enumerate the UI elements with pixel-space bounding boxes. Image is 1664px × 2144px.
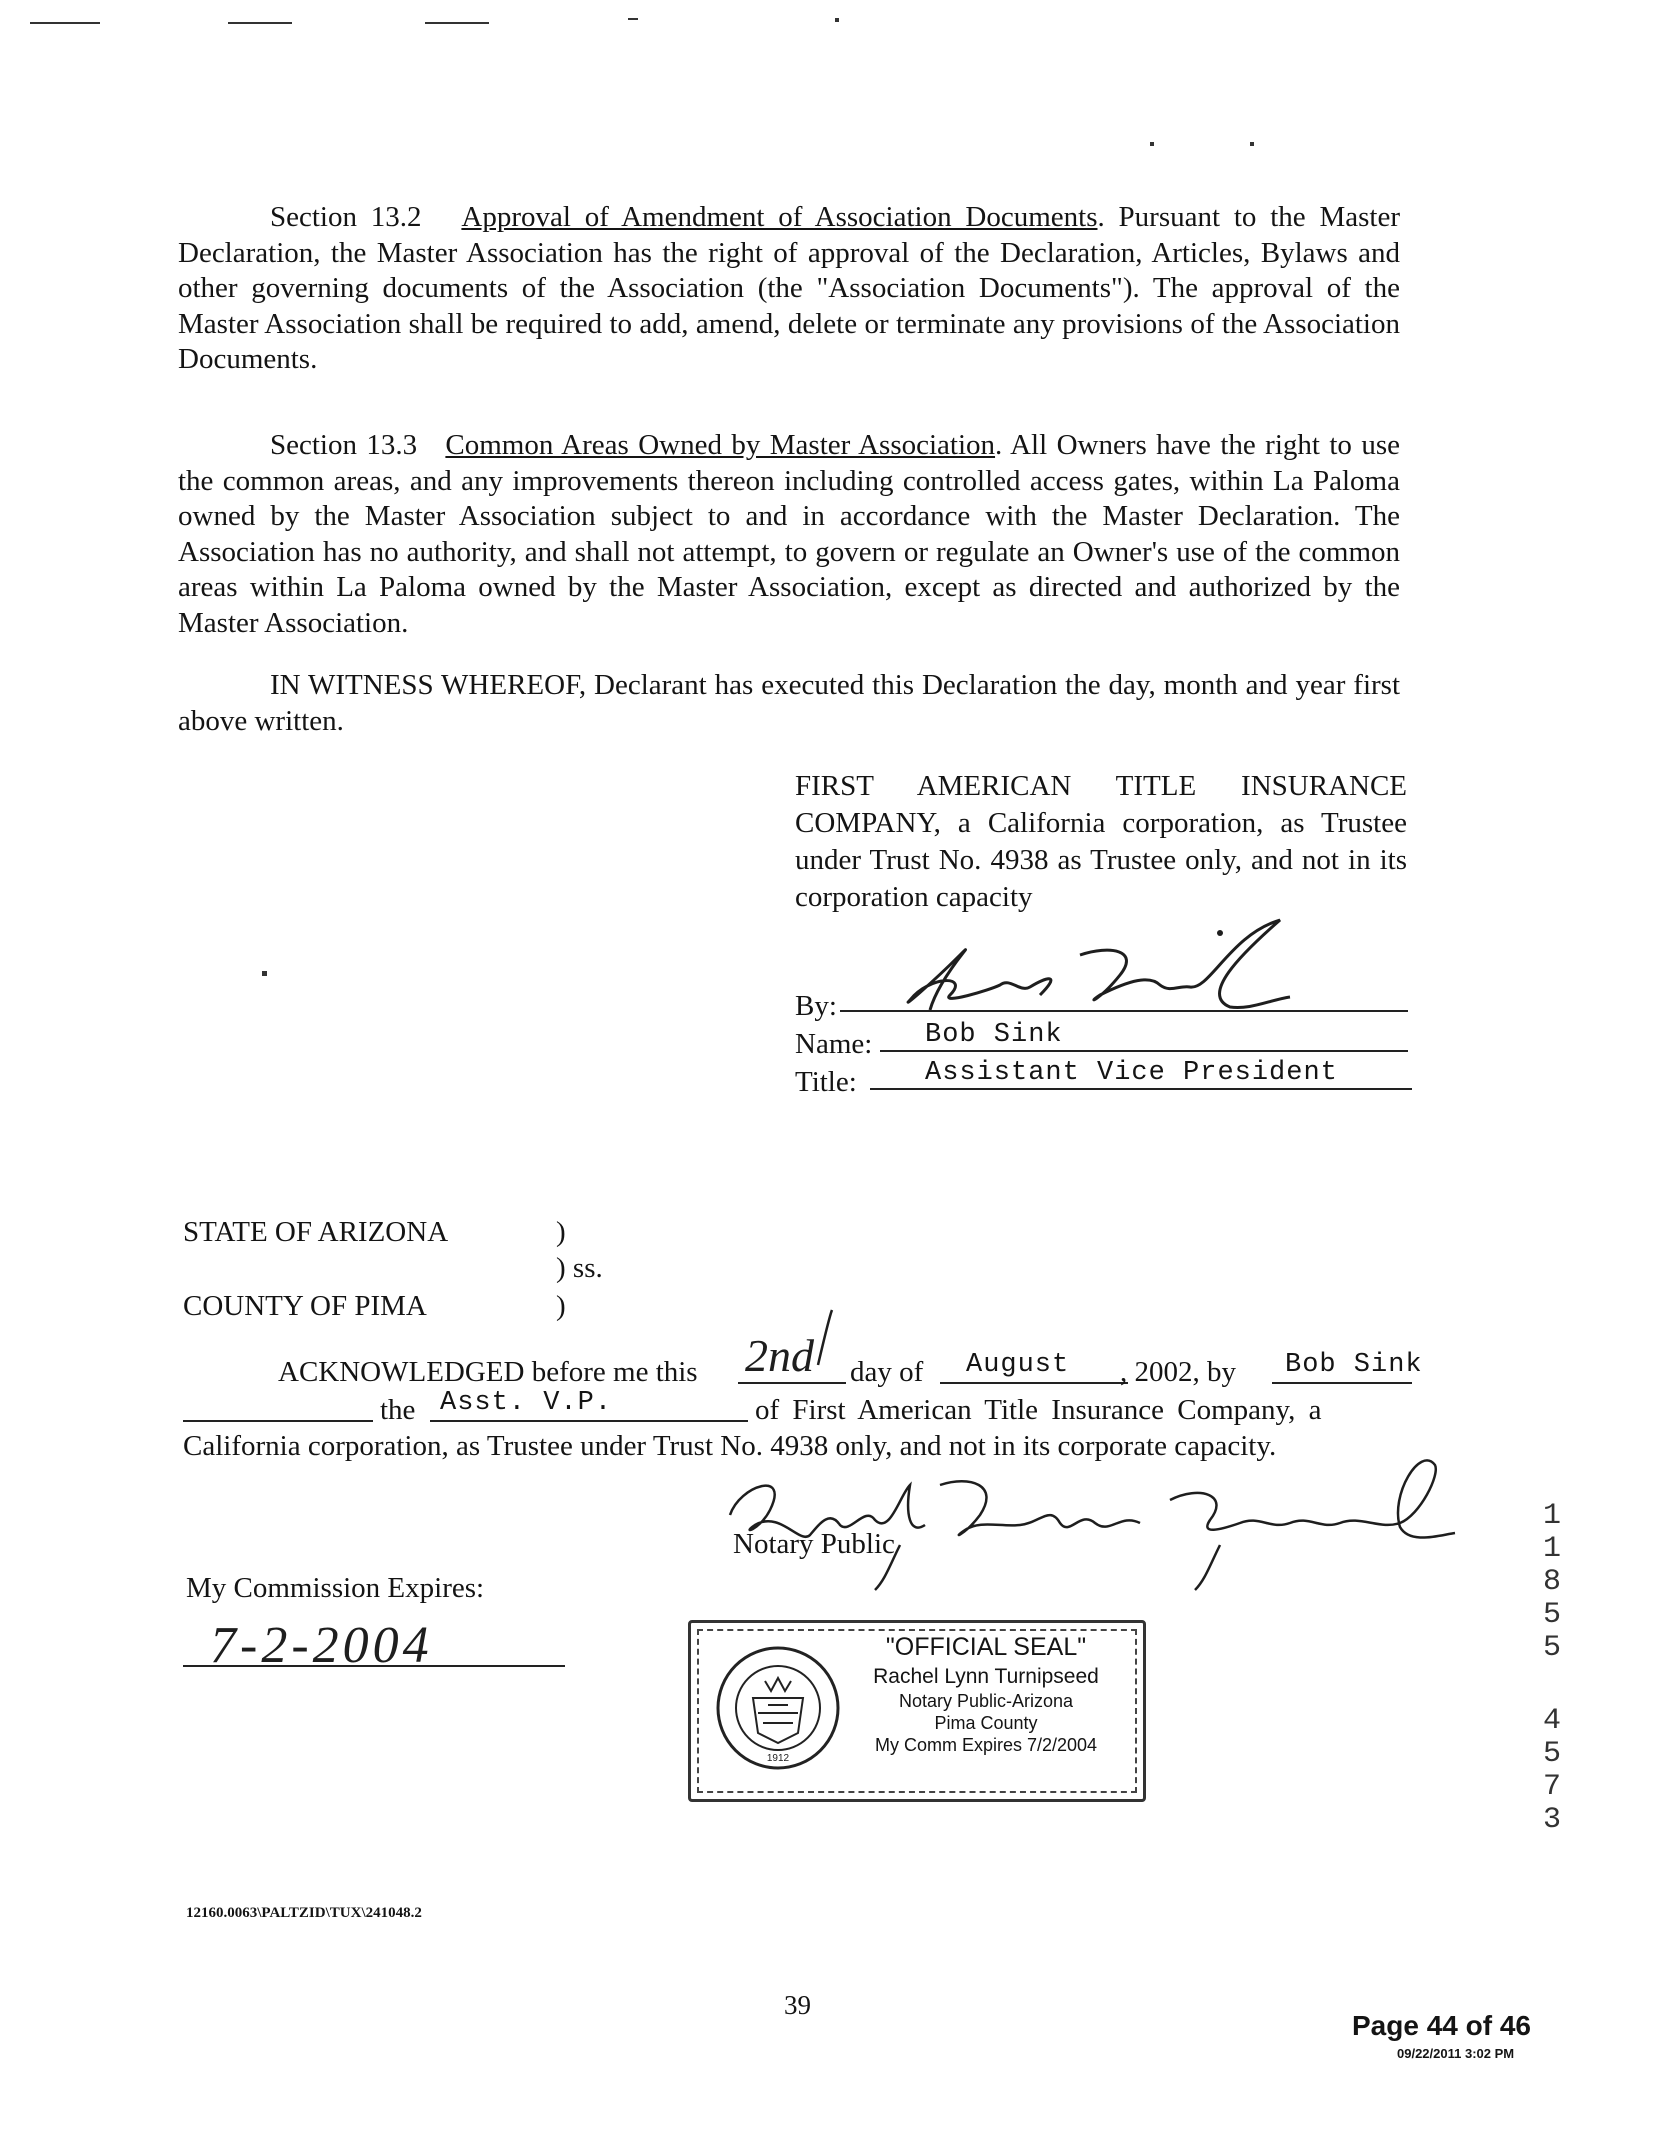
title-label: Title: [795,1066,857,1098]
ack-blank-line [183,1420,373,1422]
seal-line1: Notary Public-Arizona [898,1691,1074,1711]
section-13-2-number: Section 13.2 [270,201,422,233]
seal-title: "OFFICIAL SEAL" [885,1633,1087,1661]
notary-public-label: Notary Public [733,1528,895,1560]
seal-line3: My Comm Expires 7/2/2004 [874,1735,1098,1755]
bates-digit: 7 [1542,1770,1561,1804]
ack-person: Bob Sink [1285,1350,1423,1380]
page-number: 39 [784,1990,811,2020]
bates-gap [1540,1665,1564,1705]
bates-digit: 3 [1542,1803,1561,1837]
file-reference: 12160.0063\PALTZID\TUX\241048.2 [186,1905,422,1921]
scan-mark [30,22,100,24]
signatory-company: FIRST AMERICAN TITLE INSURANCE COMPANY, a California corporation, as Trustee under Trust No. 4938 as Trustee only, and not in its corporation capacity [795,770,1407,913]
bates-digit: 4 [1542,1704,1561,1738]
title-line [870,1088,1412,1090]
ack-of-company: of First American Title Insurance Company, a [755,1394,1322,1426]
seal-line2: Pima County [934,1713,1038,1733]
bates-number [1540,1500,1564,1837]
scan-mark [1250,142,1254,146]
name-label: Name: [795,1028,873,1060]
seal-name: Rachel Lynn Turnipseed [873,1665,1099,1688]
svg-text:2nd: 2nd [745,1330,814,1381]
ack-day-of: day of [850,1356,924,1388]
by-label: By: [795,990,837,1022]
state-of-arizona: STATE OF ARIZONA [183,1216,449,1248]
section-13-3-heading: Common Areas Owned by Master Association [445,429,996,461]
section-13-2 [178,200,1400,378]
name-line [880,1050,1408,1052]
ack-line3: California corporation, as Trustee under Trust No. 4938 only, and not in its corporate capacity. [183,1430,1277,1462]
footer-timestamp: 09/22/2011 3:02 PM [1397,2046,1515,2061]
title-value: Assistant Vice President [925,1058,1338,1088]
venue-paren-3: ) [556,1290,566,1322]
scan-mark [1150,142,1154,146]
bates-digit: 5 [1542,1737,1561,1771]
ack-lead: ACKNOWLEDGED before me this [278,1356,698,1388]
commission-date-handwritten [180,1600,570,1680]
signatory-signature [870,915,1300,1025]
ack-day-handwritten [740,1305,850,1385]
ack-month: August [966,1350,1070,1380]
ack-month-line [940,1382,1128,1384]
venue-ss: ) ss. [556,1252,603,1284]
witness-clause [178,668,1400,739]
ack-person-line [1272,1382,1412,1384]
ack-day-line [738,1382,846,1384]
notary-signature [700,1415,1460,1595]
bates-digit: 1 [1542,1532,1561,1566]
section-13-2-body: . Pursuant to the Master Declaration, the Master Association has the right of approval of the Declaration, Articles, Bylaws and other governing documents of the Association (the "Association Documents"). The approval of the Master Association shall be required to add, amend, delete or terminate any provisions of the Association Documents. [178,201,1400,375]
bates-digit: 5 [1542,1598,1561,1632]
arizona-seal-icon [713,1643,843,1773]
scan-mark [262,971,267,976]
ack-the: the [380,1394,416,1426]
bates-digit: 1 [1542,1499,1561,1533]
section-13-3-body: . All Owners have the right to use the common areas, and any improvements thereon including controlled access gates, within La Paloma owned by the Master Association subject to and in accordance with the Master Declaration. The Association has no authority, and shall not attempt, to govern or regulate an Owner's use of the common areas within La Paloma owned by the Master Association, except as directed and authorized by the Master Association. [178,429,1400,639]
commission-line [183,1665,565,1667]
section-13-3-number: Section 13.3 [270,429,418,461]
ack-role: Asst. V.P. [440,1388,613,1418]
county-of-pima: COUNTY OF PIMA [183,1290,427,1322]
witness-text: IN WITNESS WHEREOF, Declarant has executed this Declaration the day, month and year first above written. [178,669,1400,737]
bates-digit: 8 [1542,1565,1561,1599]
name-value: Bob Sink [925,1020,1063,1050]
bates-digit: 5 [1542,1631,1561,1665]
scan-mark [425,22,489,24]
venue-paren-1: ) [556,1216,566,1248]
official-seal-stamp [688,1620,1146,1802]
scan-mark [835,18,839,22]
commission-label: My Commission Expires: [186,1572,485,1604]
svg-text:7-2-2004: 7-2-2004 [210,1617,433,1674]
scan-mark [628,18,638,20]
footer-page: Page 44 of 46 [1352,2010,1531,2041]
section-13-2-heading: Approval of Amendment of Association Documents [461,201,1098,233]
ack-year-by: , 2002, by [1120,1356,1236,1388]
svg-text:1912: 1912 [766,1753,790,1764]
section-13-3 [178,428,1400,641]
scan-mark [228,22,292,24]
